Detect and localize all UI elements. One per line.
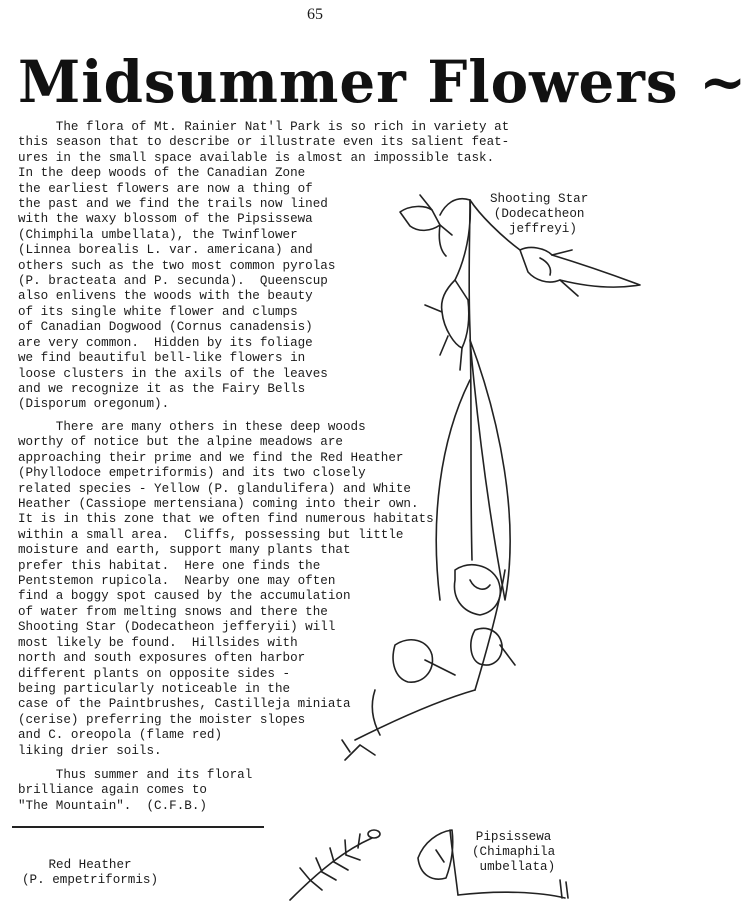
shooting-star-drawing [400, 195, 640, 600]
heather-sprig-drawing [290, 830, 380, 900]
shooting-star-caption: Shooting Star (Dodecatheon jeffreyi) [490, 192, 589, 236]
pipsissewa-caption: Pipsissewa (Chimaphila umbellata) [472, 830, 556, 874]
page-title: Midsummer Flowers ~ [18, 48, 747, 116]
page-number: 65 [307, 6, 323, 23]
red-heather-drawing [342, 565, 515, 760]
pipsissewa-drawing [418, 830, 568, 898]
body-paragraph-3: Thus summer and its floral brilliance again comes to "The Mountain". (C.F.B.) [18, 768, 253, 813]
red-heather-caption: Red Heather (P. empetriformis) [22, 858, 159, 887]
body-paragraph-2: There are many others in these deep woods worthy of notice but the alpine meadows are approaching their prime and we find the Red Heather (Phyllodoce empetriformis) and its two closely related species - Yellow (P. glandulifera) and White Heather (Cassiope mertensiana) coming into their own. It is in this zone that we often find numerous habitats within a small area. Cliffs, possessing but little moisture and earth, support many plants that prefer this habitat. Here one finds the Pentstemon rupicola. Nearby one may often find a boggy spot caused by the accumulation of water from melting snows and there the Shooting Star (Dodecatheon jefferyii) will most likely be found. Hillsides with north and south exposures often harbor different plants on opposite sides - being particularly noticeable in the case of the Paintbrushes, Castilleja miniata (cerise) preferring the moister slopes and C. oreopola (flame red) liking drier soils. [18, 420, 434, 758]
body-paragraph-1: The flora of Mt. Rainier Nat'l Park is so rich in variety at this season that to describe or illustrate even its salient feat- ures in the small space available is almost an impossible task. In the deep woods of the Canadian Zone the earliest flowers are now a thing of the past and we find the trails now lined with the waxy blossom of the Pipsissewa (Chimphila umbellata), the Twinflower (Linnea borealis L. var. americana) and others such as the two most common pyrolas (P. bracteata and P. secunda). Queenscup also enlivens the woods with the beauty of its single white flower and clumps of Canadian Dogwood (Cornus canadensis) are very common. Hidden by its foliage we find beautiful bell-like flowers in loose clusters in the axils of the leaves and we recognize it as the Fairy Bells (Disporum oregonum). [18, 120, 510, 412]
